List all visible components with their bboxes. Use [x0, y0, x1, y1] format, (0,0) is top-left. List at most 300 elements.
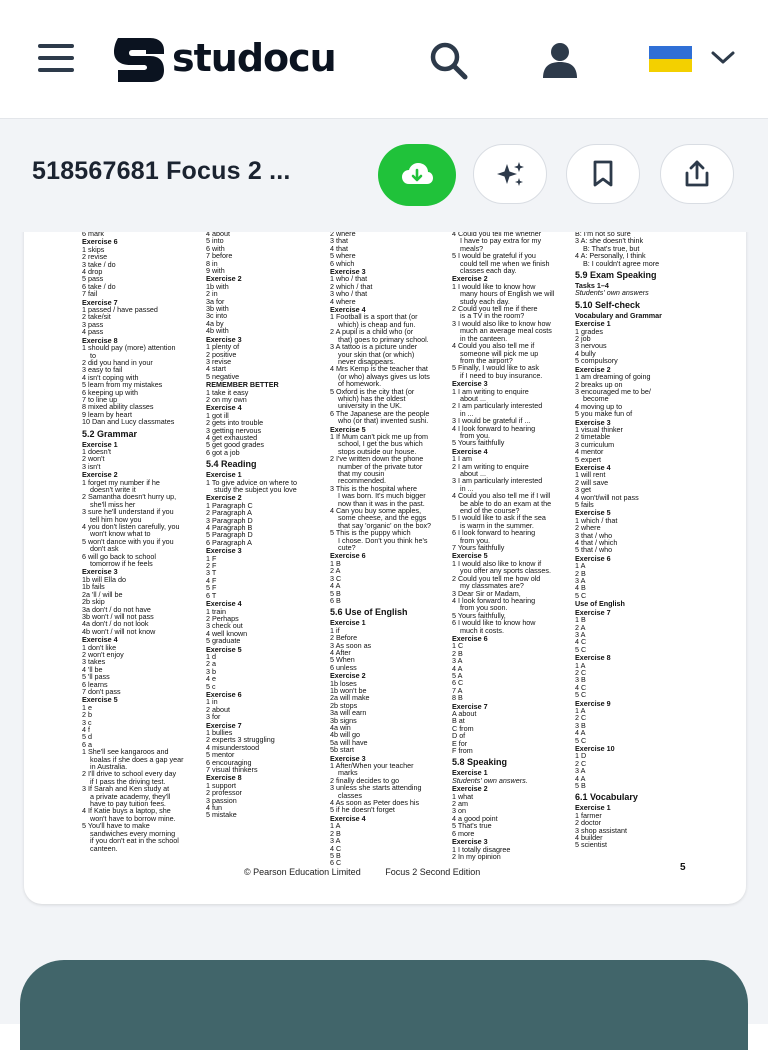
answer-line: 3 nervous — [575, 341, 607, 351]
answer-line: 1 if — [330, 625, 340, 635]
answer-line: 5b start — [330, 745, 354, 755]
answer-line: (or who) always gives us lots — [338, 371, 430, 381]
answer-line: koalas if she does a gap year — [90, 754, 184, 764]
answer-line: 2 C — [575, 713, 587, 723]
answer-line: 9 with — [206, 266, 225, 276]
answer-line: number of the private tutor — [338, 461, 423, 471]
answer-line: cute? — [338, 543, 356, 553]
answer-line: 7 before — [206, 251, 233, 261]
answer-line: 1 plenty of — [206, 342, 240, 352]
exercise-heading: REMEMBER BETTER — [206, 380, 279, 390]
answer-line: 1 She'll see kangaroos and — [82, 747, 169, 757]
answer-line: 2 A pupil is a child who (or — [330, 327, 414, 337]
page-number: 5 — [680, 862, 686, 873]
answer-line: from you. — [460, 535, 490, 545]
answer-line: 5 Paragraph D — [206, 530, 253, 540]
answer-line: 6 which — [330, 258, 355, 268]
answer-key-columns — [24, 232, 746, 868]
sparkles-icon — [494, 160, 526, 188]
answer-line: 4 e — [206, 674, 216, 684]
answer-line: 1 F — [206, 553, 217, 563]
answer-line: 3 for — [206, 712, 221, 722]
answer-line: 4 A — [330, 581, 341, 591]
answer-line: of homework. — [338, 379, 382, 389]
cloud-download-icon — [400, 162, 434, 188]
answer-line: 5 B — [330, 850, 341, 860]
answer-line: 1 Paragraph C — [206, 500, 253, 510]
answer-line: 4 that / which — [575, 538, 618, 548]
answer-line: that my cousin — [338, 469, 385, 478]
answer-line: could tell me when we finish — [460, 258, 550, 268]
bottom-panel — [20, 960, 748, 1050]
answer-line: study the subject you love — [214, 485, 297, 494]
exercise-heading: Exercise 2 — [330, 671, 366, 681]
answer-line: 5 scientist — [575, 840, 607, 850]
answer-line: 2 where — [330, 232, 356, 238]
answer-line: 5 compulsory — [575, 356, 618, 366]
answer-line: which) has the oldest — [338, 393, 406, 403]
answer-line: classes each day. — [460, 266, 517, 276]
answer-line: 2 I'll drive to school every day — [82, 769, 177, 779]
exercise-heading: Exercise 1 — [206, 470, 242, 480]
exercise-heading: Exercise 2 — [82, 470, 118, 480]
exercise-heading: Exercise 2 — [452, 274, 488, 284]
answer-line: 3 A — [575, 629, 586, 639]
answer-line: 2 doctor — [575, 818, 601, 828]
answer-line: 5 mentor — [206, 750, 235, 760]
answer-line: 3 I am particularly interested — [452, 476, 543, 486]
exercise-heading: Exercise 5 — [82, 695, 118, 705]
answer-line: 2 F — [206, 561, 217, 571]
document-viewer[interactable] — [0, 232, 768, 1024]
answer-line: 1 skips — [82, 244, 105, 254]
answer-line: 2 C — [575, 758, 587, 768]
answer-line: 3 easy to fail — [82, 365, 123, 375]
answer-line: 4 A — [575, 728, 586, 738]
answer-line: won't know what to — [90, 529, 151, 539]
answer-line: 3 Dear Sir or Madam, — [452, 588, 521, 598]
answer-line: 4 Paragraph B — [206, 523, 253, 533]
exercise-heading: Exercise 1 — [452, 768, 488, 778]
answer-line: 1 Football is a sport that (or — [330, 312, 418, 322]
search-icon[interactable] — [427, 40, 471, 80]
answer-line: 3 A: she doesn't think — [575, 236, 644, 246]
answer-line: 1 To give advice on where to — [206, 477, 297, 487]
answer-line: 1 forget my number if he — [82, 477, 160, 487]
exercise-heading: Exercise 10 — [575, 744, 615, 753]
bookmark-button[interactable] — [566, 144, 640, 204]
answer-line: 3c into — [206, 311, 228, 321]
answer-line: 1 farmer — [575, 810, 602, 820]
answer-line: 5 C — [575, 644, 587, 654]
answer-line: to — [90, 350, 96, 360]
answer-line: recommended. — [338, 476, 386, 486]
answer-line: is warm in the summer. — [460, 520, 534, 530]
exercise-heading: Exercise 2 — [206, 493, 242, 503]
answer-line: tomorrow if he feels — [90, 559, 153, 569]
answer-line: 2 Could you tell me how old — [452, 573, 541, 583]
answer-line: 2 where — [575, 523, 601, 533]
answer-line: 4 A — [575, 773, 586, 783]
answer-line: 4 B — [575, 583, 586, 593]
answer-line: 3 A tattoo is a picture under — [330, 342, 418, 352]
answer-line: 5 B — [575, 781, 586, 791]
answer-line: 5 graduate — [206, 636, 241, 646]
answer-line: 2 In my opinion — [452, 851, 501, 861]
exercise-heading: Exercise 7 — [452, 701, 488, 711]
exercise-heading: Exercise 1 — [330, 618, 366, 628]
section-heading: 5.4 Reading — [206, 459, 257, 470]
exercise-heading: Exercise 6 — [575, 553, 611, 563]
share-button[interactable] — [660, 144, 734, 204]
answer-column-5 — [575, 232, 662, 849]
answer-line: 6 mark — [82, 232, 104, 238]
answer-line: 3 getting nervous — [206, 425, 262, 435]
answer-line: 2 A — [575, 622, 586, 632]
answer-line: 9 learn by heart — [82, 409, 132, 419]
answer-line: 5 into — [206, 236, 224, 246]
answer-line: 2 I am writing to enquire — [452, 461, 529, 471]
answer-line: 4 fun — [206, 803, 222, 813]
answer-line: 3a don't / do not have — [82, 604, 151, 614]
exercise-heading: Exercise 4 — [206, 403, 242, 413]
answer-line: 5 C — [575, 690, 587, 700]
answer-line: 3 c — [82, 717, 92, 727]
answer-line: 4b won't / will not know — [82, 626, 156, 636]
answer-line: university in the UK. — [338, 401, 402, 411]
answer-line: 4b with — [206, 326, 229, 336]
answer-line: 3 B — [575, 720, 586, 730]
answer-line: 8 B — [452, 693, 463, 703]
answer-line: F from — [452, 746, 473, 756]
answer-line: 3 passion — [206, 795, 237, 805]
answer-line: Students' own answers. — [452, 775, 528, 785]
answer-line: 4 pass — [82, 327, 104, 337]
answer-line: 2 on my own — [206, 394, 247, 404]
answer-line: 2 positive — [206, 349, 237, 359]
exercise-heading: Exercise 2 — [452, 784, 488, 794]
exercise-heading: Exercise 4 — [452, 446, 488, 456]
answer-line: 3 B — [575, 675, 586, 685]
user-icon[interactable] — [540, 42, 580, 78]
exercise-heading: Exercise 3 — [452, 379, 488, 389]
answer-line: 4 Mrs Kemp is the teacher that — [330, 364, 428, 374]
answer-line: meals? — [460, 243, 484, 253]
exercise-heading: Exercise 4 — [82, 635, 118, 645]
answer-line: 1 A — [575, 561, 586, 571]
answer-line: 1 If Mum can't pick me up from — [330, 431, 429, 441]
answer-line: 2 take/sit — [82, 312, 111, 322]
answer-line: 6 will go back to school — [82, 551, 156, 561]
answer-line: 1 B — [575, 615, 586, 625]
answer-line: 6 The Japanese are the people — [330, 408, 430, 418]
exercise-heading: Exercise 3 — [206, 546, 242, 556]
answer-line: 4 you don't listen carefully, you — [82, 522, 180, 532]
answer-line: 2 B — [452, 648, 463, 658]
answer-line: 4 misunderstood — [206, 742, 260, 752]
answer-line: B: I couldn't agree more — [583, 258, 660, 268]
answer-line: 1 I would like to know how — [452, 281, 536, 291]
answer-line: 3 isn't — [82, 461, 101, 471]
answer-line: 3 who / that — [330, 289, 368, 299]
answer-line: 5 d — [82, 732, 92, 742]
answer-line: I chose. Don't you think he's — [338, 535, 428, 545]
footer-publisher: © Pearson Education Limited — [244, 867, 361, 877]
answer-line: 1 should pay (more) attention — [82, 343, 176, 353]
answer-line: 2 B — [330, 828, 341, 838]
answer-line: 2 I've written down the phone — [330, 454, 424, 464]
answer-line: 2 about — [206, 704, 230, 714]
answer-line: 2 C — [575, 667, 587, 677]
answer-line: if you don't eat in the school — [90, 836, 179, 846]
answer-line: 6 B — [330, 595, 341, 605]
answer-line: from you soon. — [460, 603, 508, 613]
answer-line: 4 bully — [575, 348, 596, 358]
section-heading: 5.9 Exam Speaking — [575, 270, 657, 281]
exercise-heading: Exercise 5 — [330, 424, 366, 434]
answer-line: 4 start — [206, 364, 226, 374]
answer-line: won't have to borrow mine. — [90, 813, 176, 823]
answer-line: 4 a good point — [452, 813, 498, 823]
answer-line: 1 bullies — [206, 728, 233, 737]
answer-line: 2a 'll / will be — [82, 589, 123, 599]
exercise-heading: Exercise 7 — [575, 607, 611, 617]
exercise-heading: Exercise 5 — [452, 551, 488, 561]
answer-line: 3b signs — [330, 715, 357, 725]
answer-line: Students' own answers — [575, 288, 649, 298]
exercise-heading: Exercise 1 — [82, 439, 118, 449]
exercise-heading: Use of English — [575, 599, 625, 609]
studocu-logo-icon — [110, 34, 168, 86]
answer-line: 3 shop assistant — [575, 825, 627, 835]
answer-line: school, I get the bus which — [338, 439, 423, 449]
answer-line: 2 Could you tell me if there — [452, 304, 538, 314]
answer-line: 1b with — [206, 281, 229, 291]
answer-line: 4 drop — [82, 267, 103, 277]
answer-line: 4 C — [575, 682, 587, 692]
answer-line: my classmates are? — [460, 581, 524, 591]
answer-line: marks — [338, 768, 358, 778]
answer-line: 2 Before — [330, 633, 358, 643]
answer-line: about ... — [460, 469, 486, 478]
answer-line: 4 C — [330, 843, 342, 853]
page-footer — [244, 867, 502, 877]
answer-line: 3 curriculum — [575, 439, 615, 449]
answer-line: 2 B — [575, 568, 586, 578]
answer-line: don't ask — [90, 544, 119, 554]
answer-line: 1 After/When your teacher — [330, 761, 414, 771]
answer-line: 3 encouraged me to be/ — [575, 386, 651, 396]
exercise-heading: Exercise 6 — [206, 689, 242, 699]
answer-line: 4 moving up to — [575, 401, 623, 411]
download-button[interactable] — [378, 144, 456, 206]
answer-line: 4 After — [330, 647, 351, 657]
answer-line: 2 did you hand in your — [82, 357, 153, 367]
answer-line: 3b won't / will not pass — [82, 611, 154, 621]
exercise-heading: Exercise 8 — [206, 773, 242, 783]
answer-line: 3 If Sarah and Ken study at — [82, 784, 170, 794]
answer-line: 1 C — [452, 641, 464, 651]
answer-line: 5 c — [206, 681, 216, 691]
answer-line: canteen. — [90, 843, 118, 853]
answer-line: that say 'organic' on the box? — [338, 520, 432, 530]
answer-line: 5 get good grades — [206, 440, 264, 450]
answer-line: 2 Paragraph A — [206, 508, 252, 518]
answer-line: 4 where — [330, 296, 356, 306]
answer-line: 4 F — [206, 575, 217, 585]
answer-line: 2 Samantha doesn't hurry up, — [82, 492, 177, 502]
answer-line: end of the course? — [460, 506, 520, 516]
answer-line: E for — [452, 738, 468, 748]
answer-line: 6 T — [206, 590, 217, 600]
answer-line: 2 will save — [575, 477, 609, 487]
exercise-heading: Exercise 6 — [330, 551, 366, 561]
hamburger-icon[interactable] — [38, 44, 74, 72]
ai-assistant-button[interactable] — [473, 144, 547, 204]
answer-line: 3 on — [452, 806, 466, 816]
answer-line: 4 won't/will not pass — [575, 492, 639, 502]
answer-line: 3 revise — [206, 356, 232, 366]
answer-line: 1 take it easy — [206, 387, 249, 397]
chevron-down-icon[interactable] — [710, 50, 736, 66]
answer-line: 6 keeping up with — [82, 387, 138, 397]
answer-line: 1 A — [575, 705, 586, 715]
answer-line: 5 This is the puppy which — [330, 528, 411, 538]
answer-line: 1 D — [575, 751, 587, 761]
answer-line: 4a by — [206, 318, 224, 328]
exercise-heading: Exercise 7 — [206, 720, 242, 730]
answer-line: 2b skip — [82, 597, 105, 607]
answer-line: 5 C — [575, 735, 587, 745]
answer-line: 1 got ill — [206, 410, 229, 420]
answer-line: 3 C — [330, 573, 342, 583]
answer-line: 5 if he doesn't forget — [330, 805, 395, 815]
answer-line: 3 pass — [82, 319, 104, 329]
exercise-heading: Exercise 4 — [575, 462, 611, 472]
answer-line: 1 A — [330, 821, 341, 831]
answer-line: which) is cheap and fun. — [338, 319, 416, 329]
answer-line: 1 am dreaming of going — [575, 372, 651, 382]
answer-line: 1 A — [575, 660, 586, 670]
answer-line: 3 A — [452, 656, 463, 666]
answer-line: 5 Yours faithfully — [452, 438, 505, 448]
answer-line: if I need to buy insurance. — [460, 370, 543, 380]
answer-line: 1 in — [206, 697, 218, 707]
answer-line: 5 F — [206, 583, 217, 593]
answer-line: have to pay tuition fees. — [90, 799, 166, 809]
answer-line: D of — [452, 731, 466, 741]
section-heading: 6.1 Vocabulary — [575, 792, 638, 803]
answer-line: 4b will go — [330, 730, 360, 740]
answer-line: C from — [452, 723, 474, 733]
top-header — [0, 0, 768, 118]
answer-line: 4 f — [82, 725, 90, 734]
answer-line: classes — [338, 790, 362, 800]
answer-line: is a TV in the room? — [460, 311, 525, 321]
answer-line: 1 will rent — [575, 470, 606, 480]
footer-course: Focus 2 Second Edition — [385, 867, 481, 877]
answer-line: 1b fails — [82, 582, 105, 592]
answer-line: much it costs. — [460, 625, 504, 635]
answer-line: 1 B — [330, 558, 341, 568]
answer-line: 2 b — [82, 710, 92, 720]
answer-line: 1 passed / have passed — [82, 305, 158, 315]
answer-line: 1 don't like — [82, 642, 117, 652]
answer-line: 2 in — [206, 289, 218, 299]
answer-line: 6 unless — [330, 662, 357, 672]
answer-line: 6 C — [452, 678, 464, 688]
answer-line: 1 what — [452, 791, 474, 801]
answer-line: 5 I would be grateful if you — [452, 251, 536, 261]
answer-line: 1b will Ella do — [82, 574, 126, 584]
answer-line: 4 Can you buy some apples, — [330, 506, 422, 516]
answer-line: 5 C — [575, 590, 587, 600]
answer-line: 5 negative — [206, 371, 240, 381]
answer-line: 5 that / who — [575, 545, 613, 555]
answer-line: 1 which / that — [575, 515, 618, 525]
answer-line: 1 d — [206, 651, 216, 661]
answer-line: 7 don't pass — [82, 686, 121, 696]
answer-line: 4 Could you also tell me if I will — [452, 491, 551, 501]
answer-line: 3 A — [575, 576, 586, 586]
answer-line: 5 'll pass — [82, 672, 110, 682]
answer-line: 2b stops — [330, 700, 358, 710]
answer-line: 5 When — [330, 655, 355, 665]
answer-line: 7 visual thinkers — [206, 765, 258, 775]
answer-line: 1b loses — [330, 678, 357, 688]
exercise-heading: Exercise 7 — [82, 297, 118, 307]
answer-line: in ... — [460, 408, 474, 418]
answer-line: 6 more — [452, 828, 475, 838]
answer-line: 5 pass — [82, 274, 104, 284]
answer-line: 4 Could you tell me whether — [452, 232, 542, 238]
ukraine-flag[interactable] — [649, 46, 692, 72]
answer-line: 2 finally decides to go — [330, 775, 400, 785]
answer-line: 4 isn't coping with — [82, 372, 139, 382]
answer-line: now than it was in the past. — [338, 498, 425, 508]
answer-line: 4 A — [452, 663, 463, 673]
answer-line: 4a win — [330, 723, 351, 732]
answer-line: 2 professor — [206, 788, 242, 798]
answer-line: 1 I am — [452, 454, 472, 464]
answer-line: 3 check out — [206, 621, 243, 631]
answer-line: B: That's true, but — [583, 243, 640, 253]
answer-line: 1 support — [206, 780, 236, 790]
answer-line: 3 A — [330, 836, 341, 846]
answer-line: 5 Yours faithfully, — [452, 610, 506, 620]
answer-line: become — [583, 394, 609, 404]
answer-line: that) goes to primary school. — [338, 334, 429, 344]
answer-line: 3 sure he'll understand if you — [82, 507, 174, 517]
answer-line: 1 I am writing to enquire — [452, 386, 529, 396]
answer-line: 2 revise — [82, 252, 108, 262]
answer-line: 7 Yours faithfully — [452, 543, 505, 553]
answer-line: 2 won't enjoy — [82, 649, 124, 659]
answer-line: 2 I am particularly interested — [452, 401, 543, 411]
exercise-heading: Exercise 9 — [575, 698, 611, 708]
answer-line: 2 A — [330, 566, 341, 576]
exercise-heading: Exercise 3 — [575, 417, 611, 427]
section-heading: 5.8 Speaking — [452, 757, 508, 768]
answer-line: 1 who / that — [330, 274, 368, 284]
answer-line: 4 As soon as Peter does his — [330, 798, 420, 808]
answer-line: 3 I would be grateful if ... — [452, 416, 531, 426]
answer-line: 4 'll be — [82, 664, 103, 674]
answer-line: about ... — [460, 393, 486, 403]
exercise-heading: Exercise 2 — [575, 364, 611, 374]
answer-line: 1 grades — [575, 326, 603, 336]
answer-line: 3 that / who — [575, 530, 613, 540]
